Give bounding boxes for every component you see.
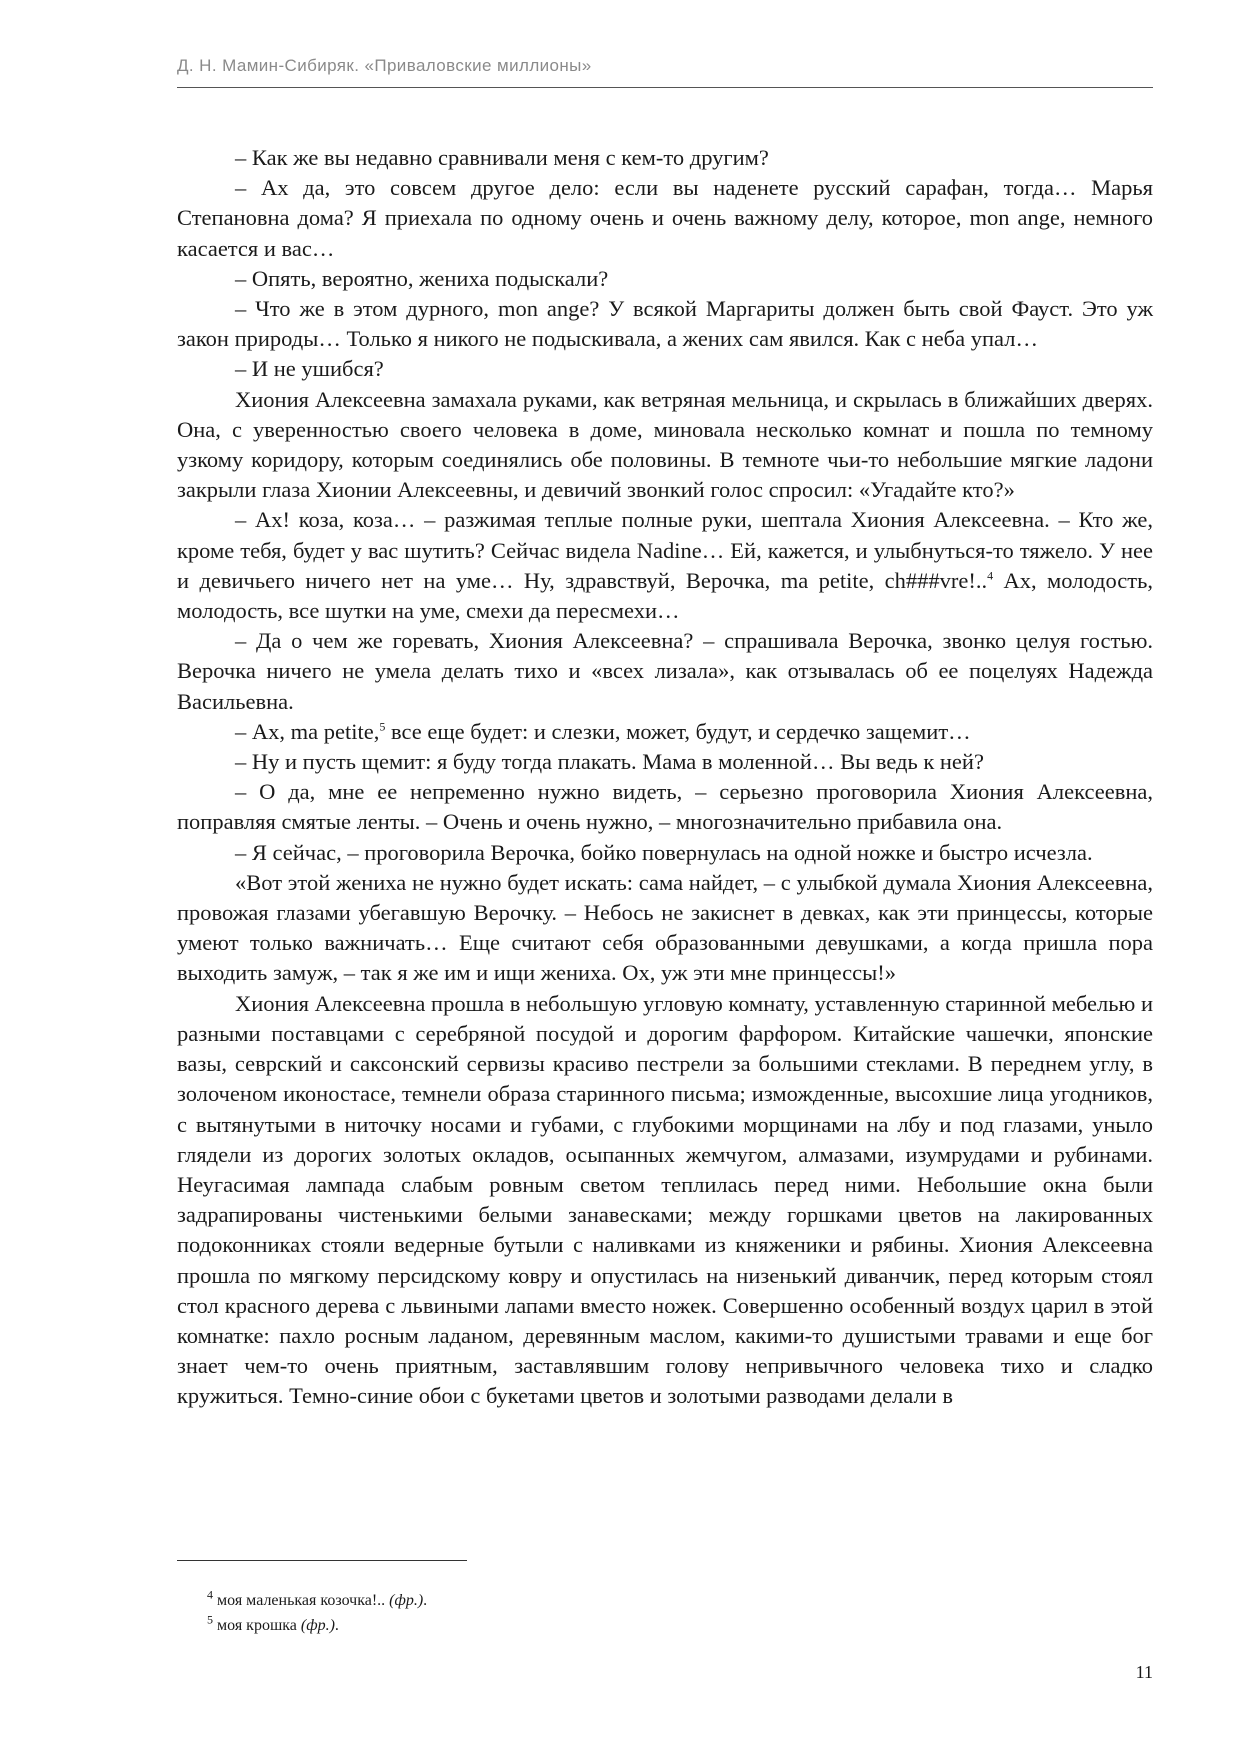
footnote-lang: (фр.)	[300, 1617, 335, 1634]
paragraph-text: – Ах, ma petite,	[235, 718, 380, 744]
footnote-ref-5[interactable]: 5	[379, 719, 386, 734]
paragraph: – Ну и пусть щемит: я буду тогда плакать. Мама в моленной… Вы ведь к ней?	[235, 749, 984, 775]
paragraph	[177, 717, 1153, 747]
page-number: 11	[1135, 1662, 1153, 1682]
paragraph: – Я сейчас, – проговорила Верочка, бойко повернулась на одной ножке и быстро исчезла.	[235, 839, 1093, 865]
footnote-4	[207, 1588, 427, 1613]
paragraph-text-cont: Ах, молодость, молодость, все шутки на уме, смехи да пересмехи…	[177, 567, 1154, 624]
footnote-ref-4[interactable]: 4	[987, 568, 994, 583]
footnote-text: моя маленькая козочка!..	[217, 1592, 390, 1609]
paragraph: – Что же в этом дурного, mon ange? У всякой Маргариты должен быть свой Фауст. Это уж закон природы… Только я никого не подыскивала, а жених сам явился. Как с неба упал…	[177, 296, 1153, 352]
footnote-end: .	[334, 1617, 339, 1634]
paragraph: «Вот этой жениха не нужно будет искать: сама найдет, – с улыбкой думала Хиония Алексеевна, провожая глазами убегавшую Верочку. – Небось не закиснет в девках, как эти принцессы, которые умеют только важничать… Еще считают себя образованными девушками, а когда пришла пора выходить замуж, – так я же им и ищи жениха. Ох, уж эти мне принцессы!»	[177, 869, 1153, 986]
paragraph: – Да о чем же горевать, Хиония Алексеевна? – спрашивала Верочка, звонко целуя гостью. Верочка ничего не умела делать тихо и «всех лизала», как отзывалась об ее поцелуях Надежда Васильевна.	[177, 628, 1153, 714]
main-text	[177, 143, 1153, 1412]
paragraph: – Как же вы недавно сравнивали меня с кем-то другим?	[235, 145, 769, 170]
paragraph: – Ах да, это совсем другое дело: если вы наденете русский сарафан, тогда… Марья Степановна дома? Я приехала по одному очень и очень важному делу, которое, mon ange, немного касается и вас…	[177, 175, 1153, 261]
paragraph: Хиония Алексеевна прошла в небольшую угловую комнату, уставленную старинной мебелью и разными поставцами с серебряной посудой и дорогим фарфором. Китайские чашечки, японские вазы, севрский и саксонский сервизы красиво пестрели за большими стеклами. В переднем углу, в золоченом иконостасе, темнели образа старинного письма; изможденные, высохшие лица угодников, с вытянутыми в ниточку носами и губами, с глубокими морщинами на лбу и под глазами, уныло глядели из дорогих золотых окладов, осыпанных жемчугом, алмазами, изумрудами и рубинами. Неугасимая лампада слабым ровным светом теплилась перед ними. Небольшие окна были задрапированы чистенькими белыми занавесками; между горшками цветов на лакированных подоконниках стояли ведерные бутыли с наливками из княженики и рябины. Хиония Алексеевна прошла по мягкому персидскому ковру и опустилась на низенький диванчик, перед которым стоял стол красного дерева с львиными лапами вместо ножек. Совершенно особенный воздух царил в этой комнатке: пахло росным ладаном, деревянным маслом, какими-то душистыми травами и еще бог знает чем-то очень приятным, заставлявшим голову непривычного человека тихо и сладко кружиться. Темно-синие обои с букетами цветов и золотыми разводами делали в	[177, 990, 1153, 1409]
footnote-lang: (фр.)	[389, 1592, 424, 1609]
running-title: Д. Н. Мамин-Сибиряк. «Приваловские миллионы»	[177, 56, 592, 75]
footnote-text: моя крошка	[217, 1617, 301, 1634]
footnotes	[207, 1588, 427, 1638]
footnote-5	[207, 1613, 427, 1638]
footnote-number: 4	[207, 1587, 213, 1602]
paragraph: – О да, мне ее непременно нужно видеть, – серьезно проговорила Хиония Алексеевна, поправляя смятые ленты. – Очень и очень нужно, – многозначительно прибавила она.	[177, 779, 1153, 835]
paragraph	[177, 505, 1153, 626]
paragraph: – Опять, вероятно, жениха подыскали?	[235, 265, 609, 291]
paragraph-text-cont: все еще будет: и слезки, может, будут, и сердечко защемит…	[385, 718, 971, 744]
footnote-end: .	[423, 1592, 428, 1609]
footnote-number: 5	[207, 1612, 213, 1627]
paragraph: – И не ушибся?	[235, 356, 384, 382]
footnote-rule	[177, 1560, 467, 1561]
paragraph: Хиония Алексеевна замахала руками, как ветряная мельница, и скрылась в ближайших дверях. Она, с уверенностью своего человека в доме, миновала несколько комнат и пошла по темному узкому коридору, которым соединялись обе половины. В темноте чьи-то небольшие мягкие ладони закрыли глаза Хионии Алексеевны, и девичий звонкий голос спросил: «Угадайте кто?»	[177, 386, 1153, 503]
header-rule	[177, 87, 1153, 88]
paragraph-text: – Ах! коза, коза… – разжимая теплые полные руки, шептала Хиония Алексеевна. – Кто же, кроме тебя, будет у вас шутить? Сейчас видела Nadine… Ей, кажется, и улыбнуться-то тяжело. У нее и девичьего ничего нет на уме… Ну, здравствуй, Верочка, ma petite, ch###vre!..	[177, 507, 1153, 593]
